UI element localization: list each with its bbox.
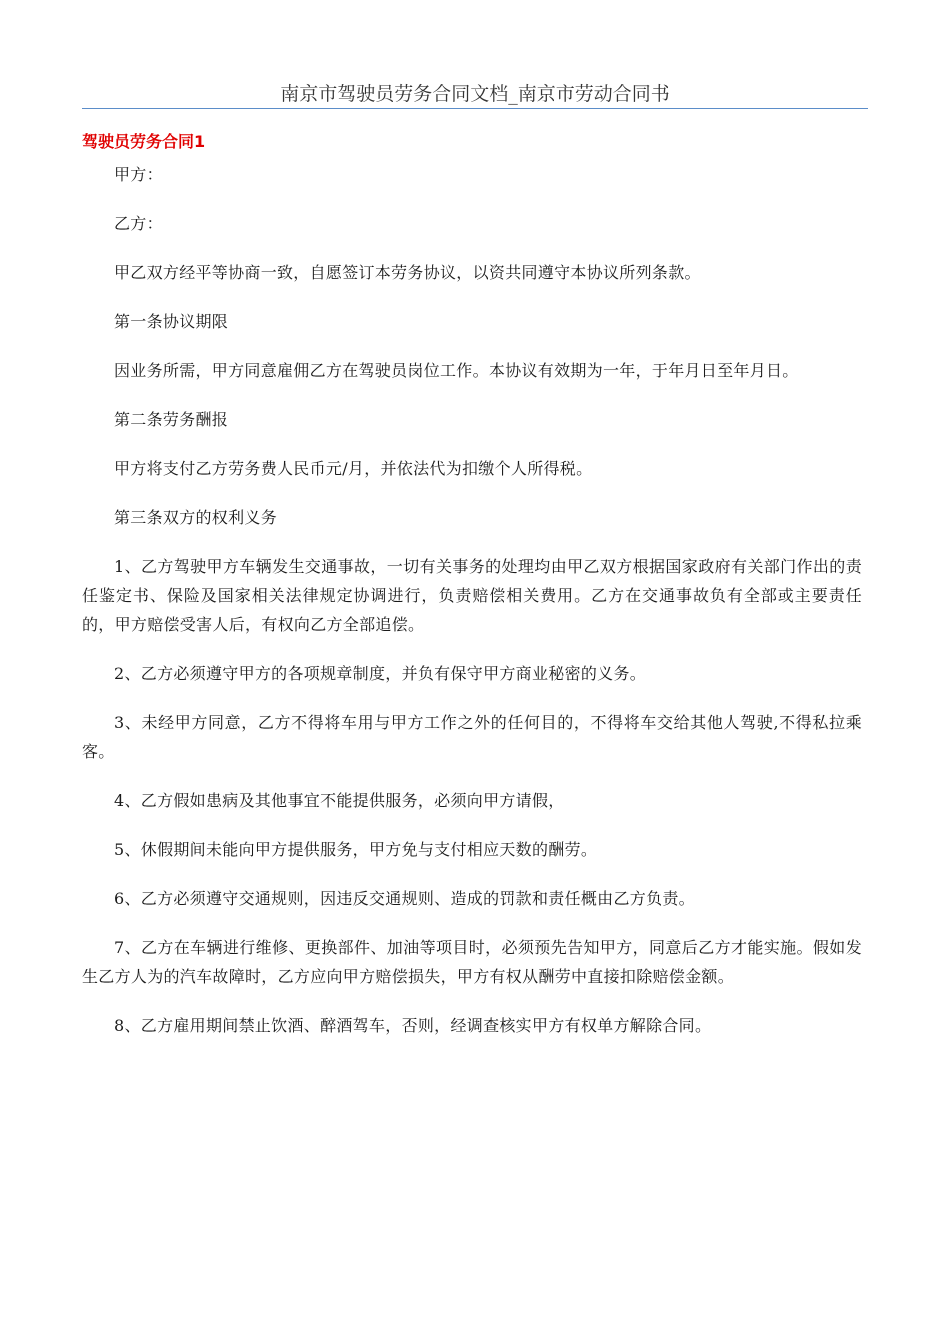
preamble-paragraph: 甲乙双方经平等协商一致，自愿签订本劳务协议，以资共同遵守本协议所列条款。 (114, 263, 701, 282)
party-b-line: 乙方： (114, 214, 163, 233)
article-2-heading: 第二条劳务酬报 (114, 410, 229, 429)
clause-2-paragraph: 2、乙方必须遵守甲方的各项规章制度，并负有保守甲方商业秘密的义务。 (114, 664, 647, 683)
document-title: 驾驶员劳务合同1 (82, 132, 206, 151)
clause-7-paragraph: 7、乙方在车辆进行维修、更换部件、加油等项目时，必须预先告知甲方，同意后乙方才能实施。假如发生乙方人为的汽车故障时，乙方应向甲方赔偿损失，甲方有权从酬劳中直接扣除赔偿金额。 (82, 938, 862, 986)
page-header-title: 南京市驾驶员劳务合同文档_南京市劳动合同书 (280, 83, 670, 105)
clause-8-paragraph: 8、乙方雇用期间禁止饮酒、醉酒驾车，否则，经调查核实甲方有权单方解除合同。 (114, 1016, 712, 1035)
clause-1-paragraph: 1、乙方驾驶甲方车辆发生交通事故，一切有关事务的处理均由甲乙双方根据国家政府有关部门作出的责任鉴定书、保险及国家相关法律规定协调进行，负责赔偿相关费用。乙方在交通事故负有全部或主要责任的，甲方赔偿受害人后，有权向乙方全部追偿。 (82, 557, 862, 634)
clause-6-paragraph: 6、乙方必须遵守交通规则，因违反交通规则、造成的罚款和责任概由乙方负责。 (114, 889, 695, 908)
clause-3-paragraph: 3、未经甲方同意，乙方不得将车用与甲方工作之外的任何目的，不得将车交给其他人驾驶,不得私拉乘客。 (82, 713, 862, 761)
clause-5-paragraph: 5、休假期间未能向甲方提供服务，甲方免与支付相应天数的酬劳。 (114, 840, 598, 859)
document-body (82, 160, 862, 1060)
clause-4-paragraph: 4、乙方假如患病及其他事宜不能提供服务，必须向甲方请假， (114, 791, 565, 810)
party-a-line: 甲方： (114, 165, 163, 184)
article-3-heading: 第三条双方的权利义务 (114, 508, 278, 527)
article-2-paragraph: 甲方将支付乙方劳务费人民币元/月，并依法代为扣缴个人所得税。 (114, 459, 593, 478)
article-1-paragraph: 因业务所需，甲方同意雇佣乙方在驾驶员岗位工作。本协议有效期为一年，于年月日至年月日。 (114, 361, 799, 380)
article-1-heading: 第一条协议期限 (114, 312, 229, 331)
page-header (82, 80, 868, 109)
